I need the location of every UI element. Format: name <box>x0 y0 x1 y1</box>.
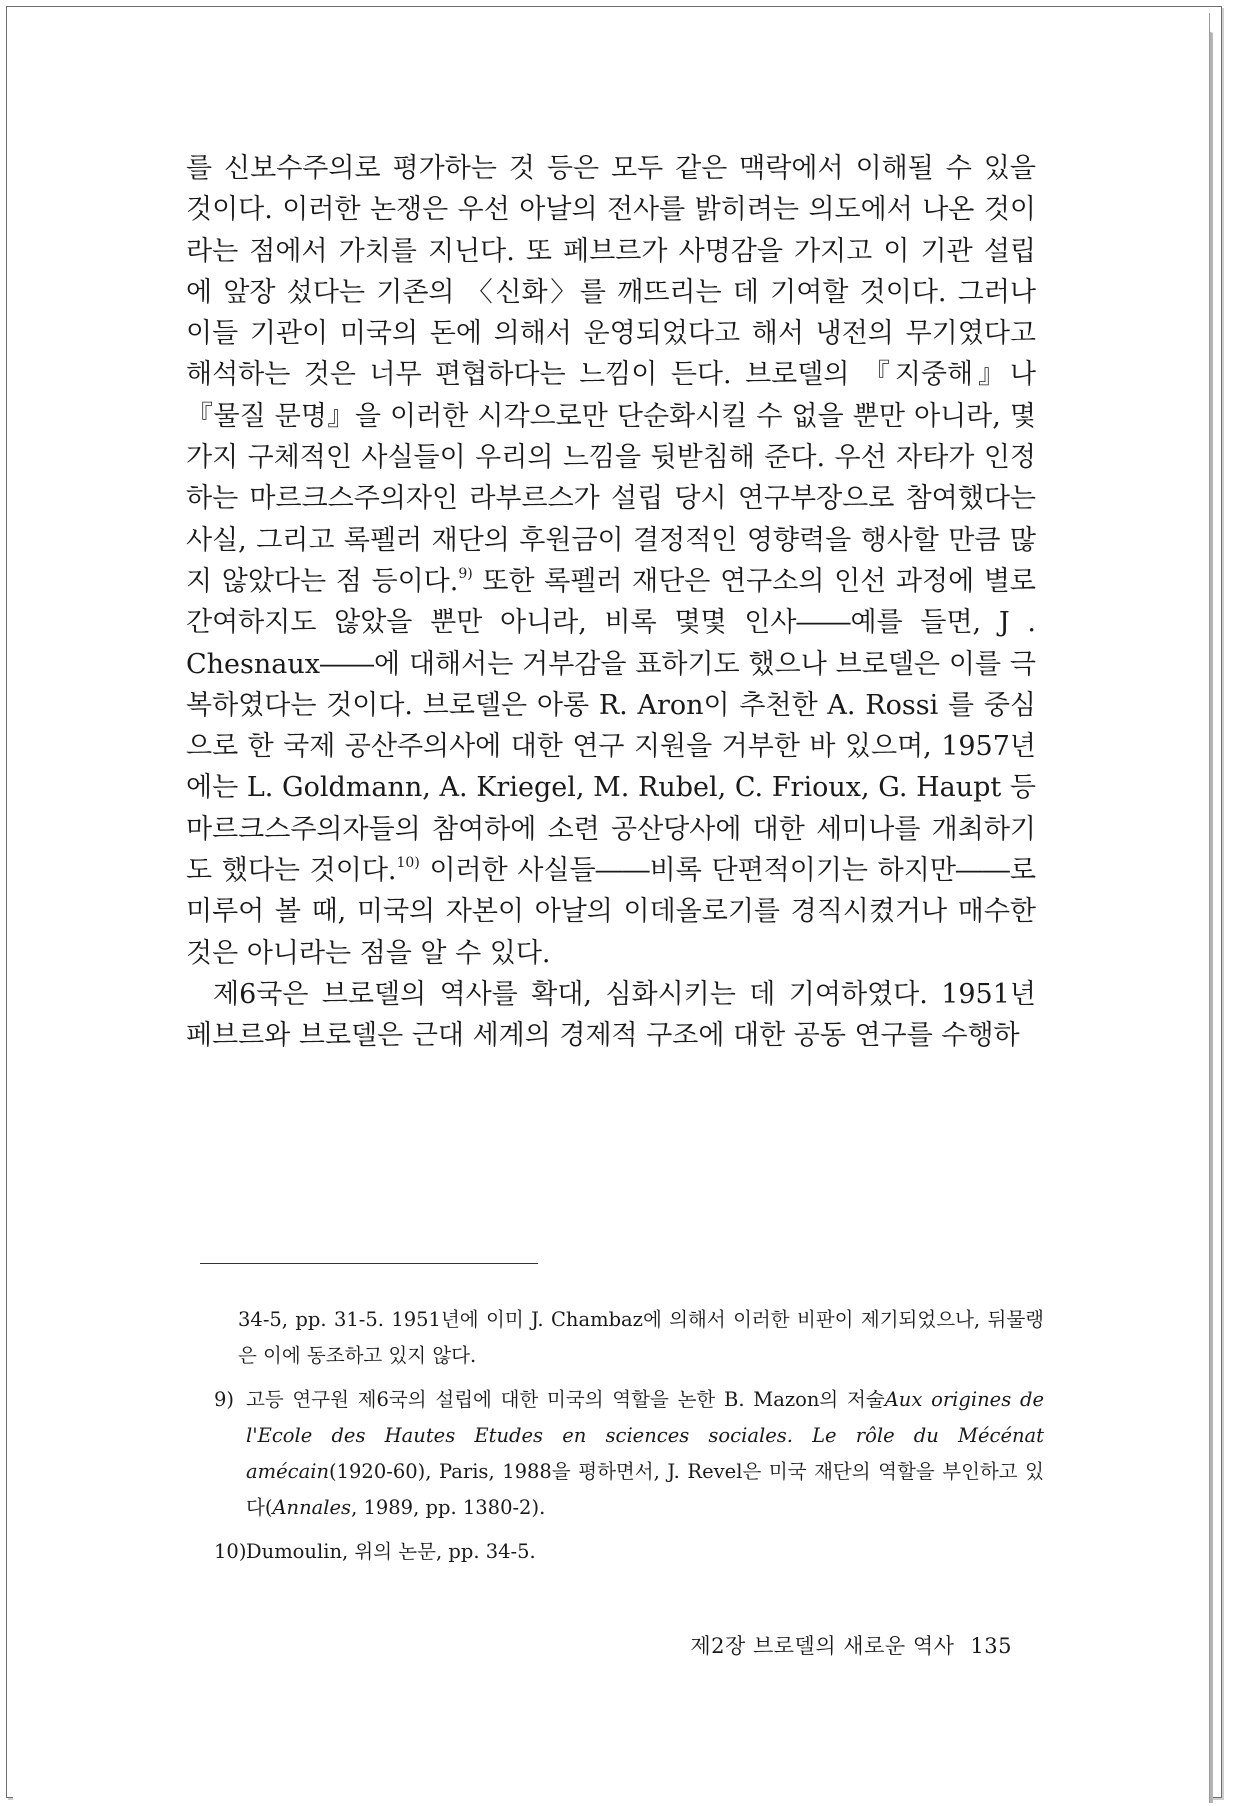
running-footer <box>690 1630 1012 1660</box>
page-number: 135 <box>970 1634 1012 1658</box>
footnote-9-text-c: , 1989, pp. 1380-2). <box>351 1496 546 1519</box>
paragraph-1-part-a: 를 신보수주의로 평가하는 것 등은 모두 같은 맥락에서 이해될 수 있을 것이다. 이러한 논쟁은 우선 아날의 전사를 밝히려는 의도에서 나온 것이라는 점에서 가치를 지닌다. 또 페브르가 사명감을 가지고 이 기관 설립에 앞장 섰다는 기존의 〈신화〉를 깨뜨리는 데 기여할 것이다. 그러나 이들 기관이 미국의 돈에 의해서 운영되었다고 해서 냉전의 무기였다고 해석하는 것은 너무 편협하다는 느낌이 든다. 브로델의 『지중해』나 『물질 문명』을 이러한 시각으로만 단순화시킬 수 없을 뿐만 아니라, 몇 가지 구체적인 사실들이 우리의 느낌을 뒷받침해 준다. 우선 자타가 인정하는 마르크스주의자인 라부르스가 설립 당시 연구부장으로 참여했다는 사실, 그리고 록펠러 재단의 후원금이 결정적인 영향력을 행사할 만큼 많지 않았다는 점 등이다. <box>186 153 1036 597</box>
footnote-10-number: 10) <box>214 1540 247 1563</box>
footnote-10-text: Dumoulin, 위의 논문, pp. 34-5. <box>246 1540 536 1563</box>
footnote-10 <box>214 1534 1044 1570</box>
paragraph-1-part-c: 이러한 사실들――비록 단편적이기는 하지만――로 미루어 볼 때, 미국의 자본이 아날의 이데올로기를 경직시켰거나 매수한 것은 아니라는 점을 알 수 있다. <box>186 855 1036 969</box>
footnote-9-text-b: (1920-60), Paris, 1988을 평하면서, J. Revel은 미국 재단의 역할을 부인하고 있다( <box>246 1460 1044 1519</box>
footnote-continued <box>214 1302 1044 1374</box>
footnote-9-text-a: 고등 연구원 제6국의 설립에 대한 미국의 역할을 논한 B. Mazon의 저술 <box>246 1388 885 1411</box>
main-text <box>186 148 1036 1057</box>
footnote-9-number: 9) <box>214 1388 235 1411</box>
footnote-ref-9[interactable]: 9) <box>458 565 473 582</box>
footnotes <box>214 1302 1044 1570</box>
footnote-9-journal: Annales <box>272 1496 352 1519</box>
footnote-9-book-title: Aux origines de l'Ecole des Hautes Etudes en sciences sociales. Le rôle du Mécénat amécain <box>246 1388 1044 1483</box>
paragraph-2: 제6국은 브로델의 역사를 확대, 심화시키는 데 기여하였다. 1951년 페브르와 브로델은 근대 세계의 경제적 구조에 대한 공동 연구를 수행하 <box>186 978 1036 1052</box>
footnote-9 <box>214 1382 1044 1526</box>
footnote-divider <box>200 1263 538 1264</box>
paragraph-1 <box>186 148 1036 974</box>
footnote-ref-10[interactable]: 10) <box>396 855 420 872</box>
chapter-title: 제2장 브로델의 새로운 역사 <box>690 1634 955 1658</box>
footnote-continued-text: 34-5, pp. 31-5. 1951년에 이미 J. Chambaz에 의해서 이러한 비판이 제기되었으나, 뒤물랭은 이에 동조하고 있지 않다. <box>238 1308 1044 1367</box>
paragraph-1-part-b: 또한 록펠러 재단은 연구소의 인선 과정에 별로 간여하지도 않았을 뿐만 아니라, 비록 몇몇 인사――예를 들면, J . Chesnaux――에 대해서는 거부감을 표하기도 했으나 브로델은 이를 극복하였다는 것이다. 브로델은 아롱 R. Aron이 추천한 A. Rossi 를 중심으로 한 국제 공산주의사에 대한 연구 지원을 거부한 바 있으며, 1957년에는 L. Goldmann, A. Kriegel, M. Rubel, C. Frioux, G. Haupt 등 마르크스주의자들의 참여하에 소련 공산당사에 대한 세미나를 개최하기도 했다는 것이다. <box>186 565 1036 887</box>
